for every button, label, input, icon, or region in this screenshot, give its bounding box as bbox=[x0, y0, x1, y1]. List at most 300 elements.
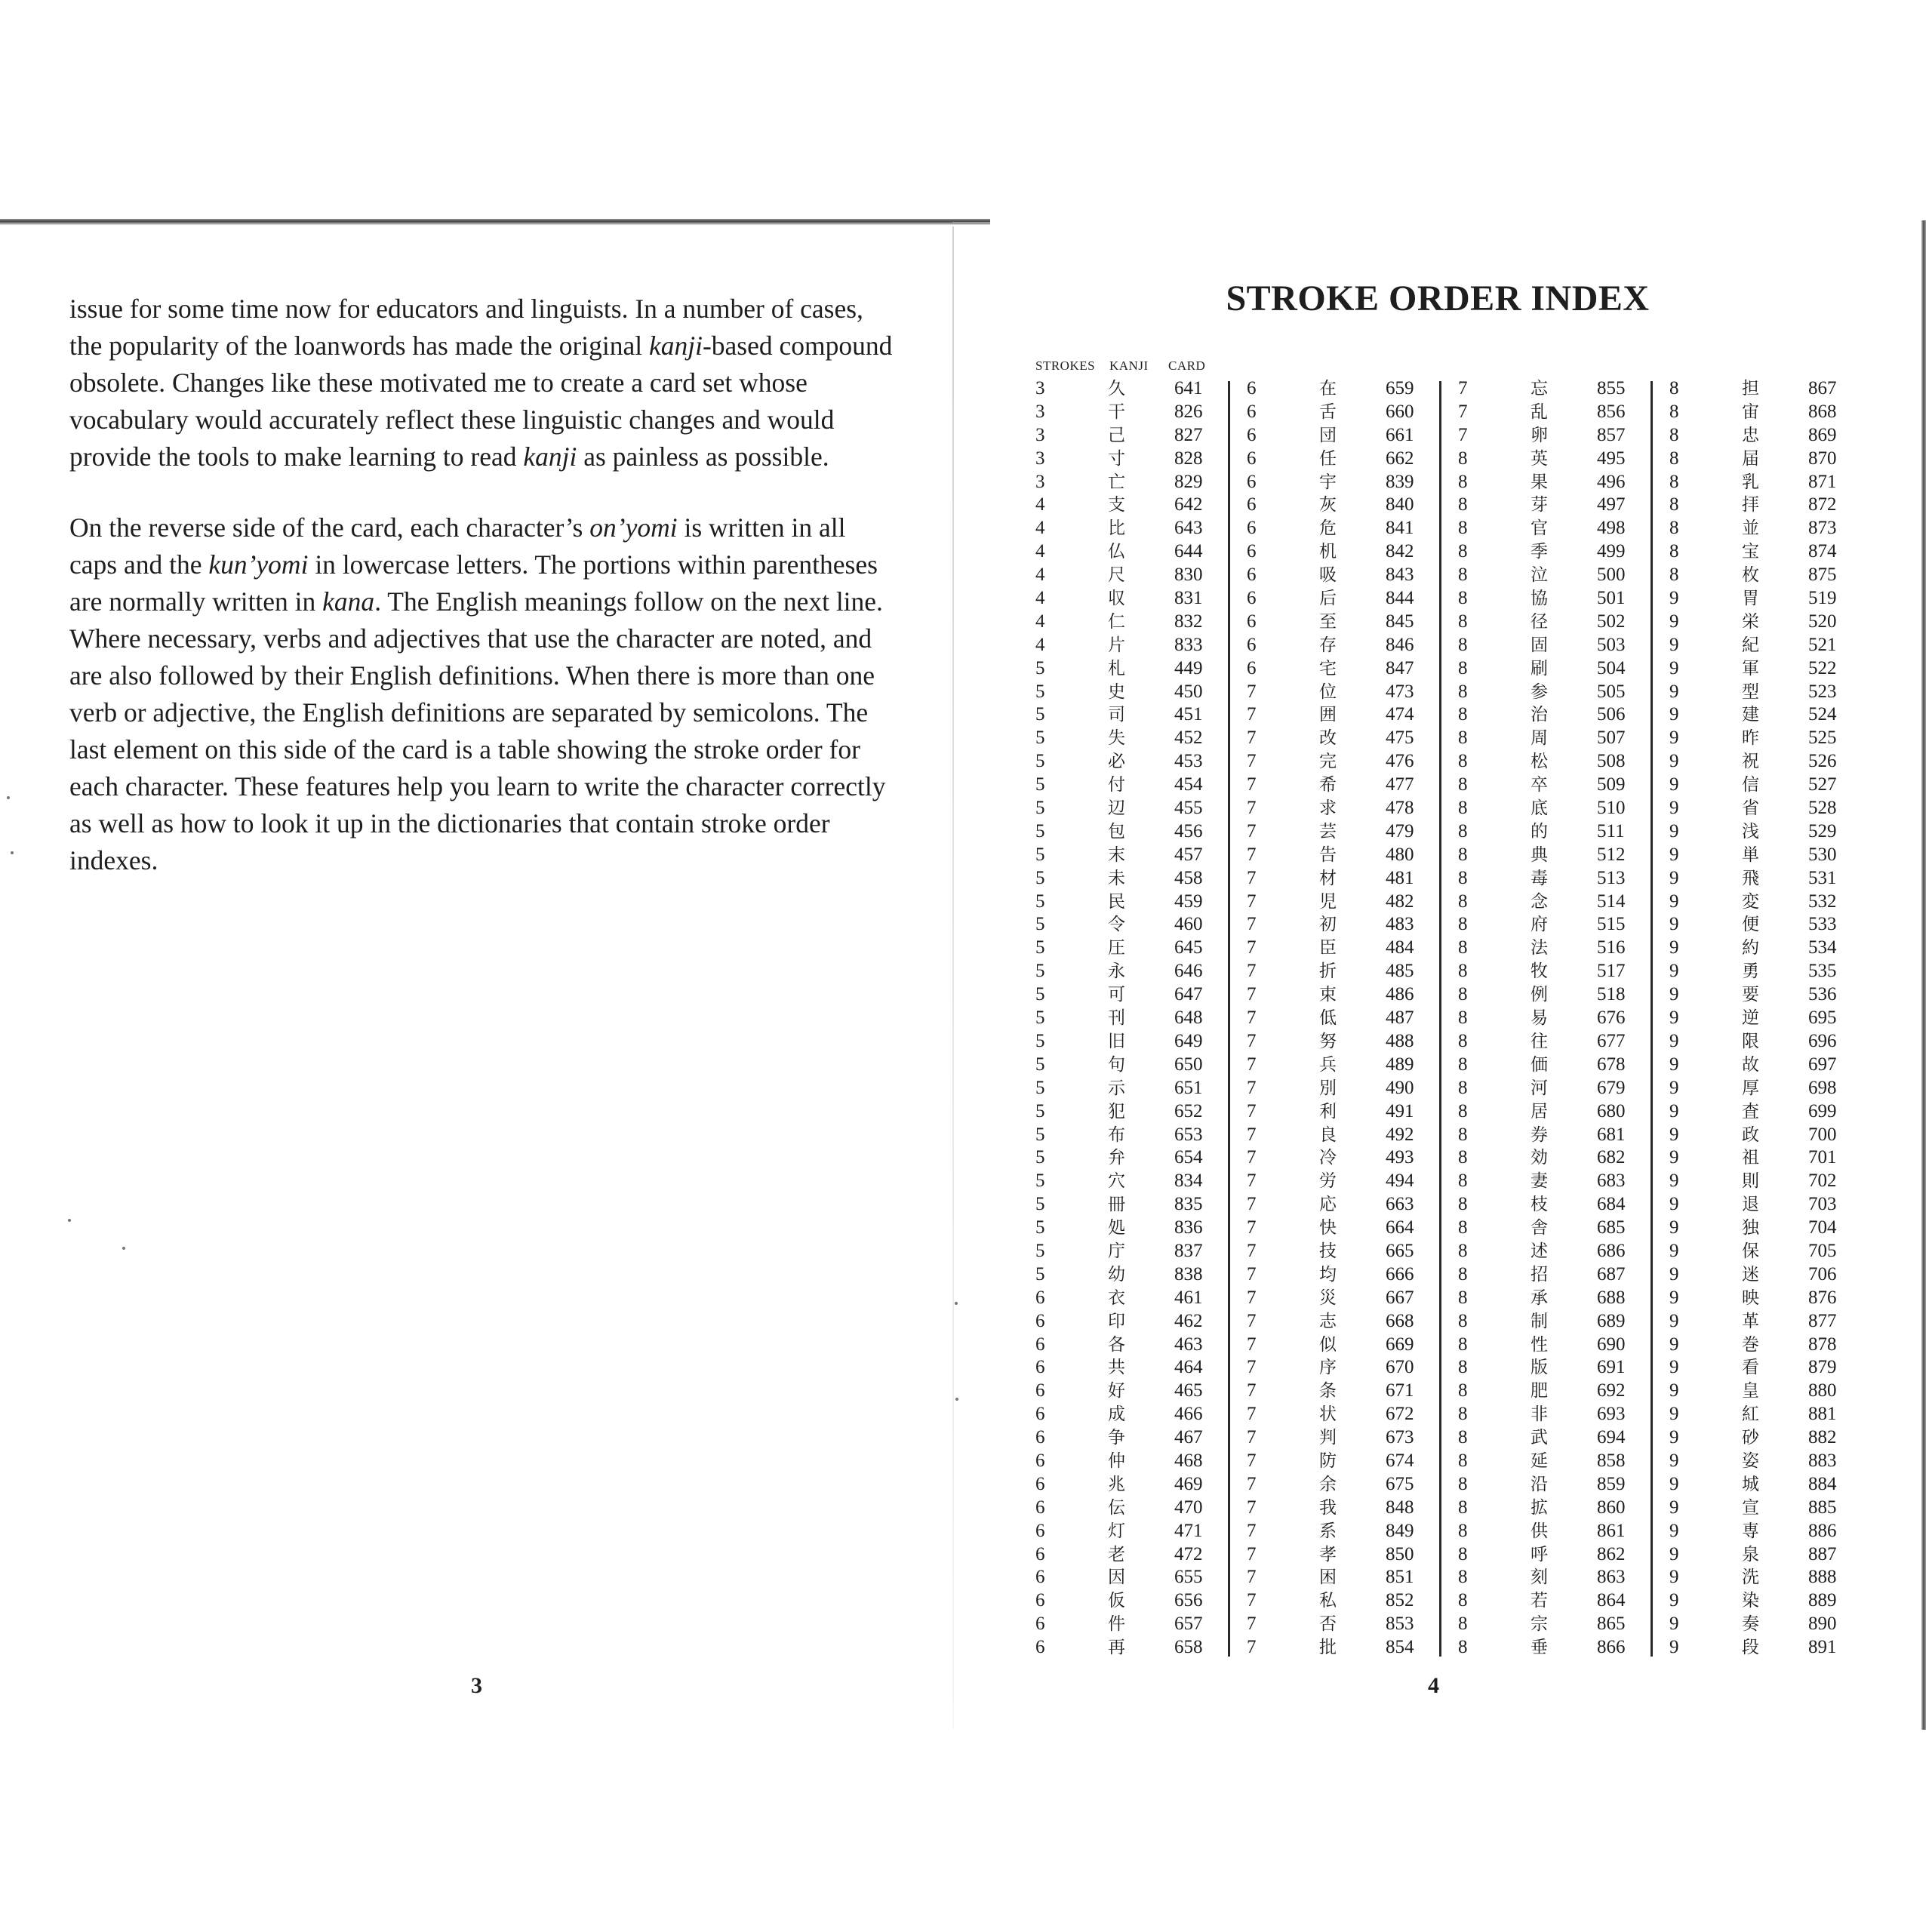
card-number: 473 bbox=[1386, 681, 1414, 702]
kanji-character: 紅 bbox=[1742, 1404, 1759, 1425]
kanji-character: 卒 bbox=[1531, 775, 1548, 795]
card-number: 849 bbox=[1386, 1520, 1414, 1541]
kanji-character: 並 bbox=[1742, 518, 1759, 539]
kanji-character: 共 bbox=[1108, 1358, 1125, 1378]
kanji-character: 臣 bbox=[1319, 938, 1337, 958]
stroke-count: 8 bbox=[1458, 798, 1468, 819]
kanji-character: 犯 bbox=[1108, 1101, 1125, 1121]
kanji-character: 存 bbox=[1319, 635, 1337, 655]
kanji-character: 届 bbox=[1742, 448, 1759, 469]
stroke-count: 9 bbox=[1669, 984, 1679, 1005]
stroke-count: 7 bbox=[1247, 1124, 1257, 1145]
card-number: 878 bbox=[1808, 1334, 1837, 1355]
stroke-count: 8 bbox=[1458, 1637, 1468, 1658]
kanji-character: 位 bbox=[1319, 681, 1337, 702]
kanji-character: 枝 bbox=[1531, 1195, 1548, 1215]
card-number: 700 bbox=[1808, 1124, 1837, 1145]
kanji-character: 布 bbox=[1108, 1124, 1125, 1145]
card-number: 699 bbox=[1808, 1100, 1837, 1121]
stroke-count: 7 bbox=[1247, 1590, 1257, 1611]
kanji-character: 卵 bbox=[1531, 425, 1548, 445]
stroke-count: 5 bbox=[1035, 1217, 1045, 1238]
stroke-count: 8 bbox=[1458, 728, 1468, 749]
stroke-count: 5 bbox=[1035, 820, 1045, 841]
kanji-character: 効 bbox=[1531, 1148, 1548, 1168]
kanji-character: 厚 bbox=[1742, 1078, 1759, 1098]
stroke-count: 5 bbox=[1035, 774, 1045, 795]
stroke-count: 3 bbox=[1035, 424, 1045, 445]
stroke-count: 8 bbox=[1669, 424, 1679, 445]
stroke-count: 8 bbox=[1458, 1263, 1468, 1284]
card-number: 863 bbox=[1597, 1567, 1626, 1588]
kanji-character: 任 bbox=[1319, 448, 1337, 469]
card-number: 463 bbox=[1174, 1334, 1203, 1355]
stroke-count: 9 bbox=[1669, 891, 1679, 912]
kanji-character: 肥 bbox=[1531, 1381, 1548, 1401]
stroke-count: 6 bbox=[1035, 1520, 1045, 1541]
stroke-count: 5 bbox=[1035, 844, 1045, 865]
kanji-character: 均 bbox=[1319, 1264, 1337, 1284]
card-number: 869 bbox=[1808, 424, 1837, 445]
stroke-count: 9 bbox=[1669, 1473, 1679, 1494]
kanji-character: 危 bbox=[1319, 518, 1337, 539]
kanji-character: 河 bbox=[1531, 1078, 1548, 1098]
card-number: 675 bbox=[1386, 1473, 1414, 1494]
stroke-count: 9 bbox=[1669, 1310, 1679, 1331]
kanji-character: 改 bbox=[1319, 728, 1337, 749]
card-number: 649 bbox=[1174, 1030, 1203, 1051]
kanji-character: 独 bbox=[1742, 1218, 1759, 1238]
stroke-count: 5 bbox=[1035, 728, 1045, 749]
card-number: 508 bbox=[1597, 751, 1626, 772]
card-number: 468 bbox=[1174, 1450, 1203, 1471]
kanji-character: 忠 bbox=[1742, 425, 1759, 445]
stroke-count: 9 bbox=[1669, 1240, 1679, 1261]
kanji-character: 希 bbox=[1319, 775, 1337, 795]
index-title: STROKE ORDER INDEX bbox=[1226, 278, 1650, 318]
stroke-count: 7 bbox=[1247, 681, 1257, 702]
kanji-character: 軍 bbox=[1742, 658, 1759, 678]
stroke-count: 6 bbox=[1035, 1590, 1045, 1611]
kanji-character: 的 bbox=[1531, 821, 1548, 841]
card-number: 657 bbox=[1174, 1614, 1203, 1635]
stroke-count: 7 bbox=[1247, 1637, 1257, 1658]
card-number: 663 bbox=[1386, 1194, 1414, 1215]
card-number: 481 bbox=[1386, 867, 1414, 888]
card-number: 528 bbox=[1808, 798, 1837, 819]
stroke-count: 9 bbox=[1669, 820, 1679, 841]
kanji-character: 砂 bbox=[1742, 1428, 1759, 1448]
card-number: 683 bbox=[1597, 1171, 1626, 1192]
card-number: 882 bbox=[1808, 1427, 1837, 1448]
stroke-count: 8 bbox=[1458, 844, 1468, 865]
stroke-count: 7 bbox=[1247, 1497, 1257, 1518]
card-number: 879 bbox=[1808, 1357, 1837, 1378]
stroke-count: 9 bbox=[1669, 1194, 1679, 1215]
kanji-character: 冊 bbox=[1108, 1195, 1125, 1215]
kanji-character: 飛 bbox=[1742, 868, 1759, 888]
card-number: 889 bbox=[1808, 1590, 1837, 1611]
stroke-count: 7 bbox=[1247, 704, 1257, 725]
stroke-count: 8 bbox=[1458, 891, 1468, 912]
kanji-character: 吸 bbox=[1319, 565, 1337, 586]
card-number: 688 bbox=[1597, 1287, 1626, 1308]
card-number: 495 bbox=[1597, 448, 1626, 469]
stroke-count: 3 bbox=[1035, 448, 1045, 469]
card-number: 535 bbox=[1808, 961, 1837, 982]
kanji-character: 庁 bbox=[1108, 1241, 1125, 1261]
card-number: 668 bbox=[1386, 1310, 1414, 1331]
kanji-character: 囲 bbox=[1319, 705, 1337, 725]
card-number: 642 bbox=[1174, 494, 1203, 515]
page-number-right: 4 bbox=[1428, 1673, 1439, 1698]
card-number: 862 bbox=[1597, 1543, 1626, 1564]
card-number: 502 bbox=[1597, 611, 1626, 632]
card-number: 701 bbox=[1808, 1147, 1837, 1168]
card-number: 527 bbox=[1808, 774, 1837, 795]
stroke-count: 6 bbox=[1035, 1637, 1045, 1658]
stroke-count: 7 bbox=[1458, 378, 1468, 398]
column-divider bbox=[1651, 381, 1653, 1657]
kanji-character: 巻 bbox=[1742, 1334, 1759, 1355]
stroke-count: 5 bbox=[1035, 751, 1045, 772]
stroke-count: 8 bbox=[1458, 1217, 1468, 1238]
stroke-count: 6 bbox=[1035, 1357, 1045, 1378]
kanji-character: 保 bbox=[1742, 1241, 1759, 1261]
card-number: 483 bbox=[1386, 914, 1414, 935]
card-number: 680 bbox=[1597, 1100, 1626, 1121]
card-number: 484 bbox=[1386, 937, 1414, 958]
top-page-edge-rule bbox=[0, 219, 990, 225]
stroke-count: 5 bbox=[1035, 798, 1045, 819]
stroke-count: 9 bbox=[1669, 1520, 1679, 1541]
stroke-count: 8 bbox=[1458, 1357, 1468, 1378]
kanji-character: 労 bbox=[1319, 1171, 1337, 1192]
card-number: 504 bbox=[1597, 657, 1626, 678]
kanji-character: 弁 bbox=[1108, 1148, 1125, 1168]
card-number: 464 bbox=[1174, 1357, 1203, 1378]
stroke-count: 7 bbox=[1247, 1054, 1257, 1075]
stroke-count: 7 bbox=[1247, 1100, 1257, 1121]
kanji-character: 久 bbox=[1108, 379, 1125, 398]
stroke-count: 9 bbox=[1669, 1357, 1679, 1378]
text-run: issue for some time now for educators and linguists. In a number of cases, the popularity of the loanwords has made the original bbox=[69, 294, 863, 361]
stroke-count: 8 bbox=[1458, 914, 1468, 935]
card-number: 524 bbox=[1808, 704, 1837, 725]
stroke-count: 6 bbox=[1247, 424, 1257, 445]
stroke-count: 4 bbox=[1035, 611, 1045, 632]
kanji-character: 革 bbox=[1742, 1311, 1759, 1331]
kanji-character: 利 bbox=[1319, 1101, 1337, 1121]
kanji-character: 良 bbox=[1319, 1124, 1337, 1145]
card-number: 456 bbox=[1174, 820, 1203, 841]
stroke-count: 5 bbox=[1035, 1147, 1045, 1168]
stroke-count: 7 bbox=[1458, 401, 1468, 422]
stroke-count: 8 bbox=[1458, 1590, 1468, 1611]
stroke-count: 5 bbox=[1035, 657, 1045, 678]
stroke-count: 6 bbox=[1035, 1310, 1045, 1331]
card-number: 659 bbox=[1386, 378, 1414, 398]
kanji-character: 条 bbox=[1319, 1381, 1337, 1401]
kanji-character: 昨 bbox=[1742, 728, 1759, 749]
stroke-count: 9 bbox=[1669, 611, 1679, 632]
card-number: 858 bbox=[1597, 1450, 1626, 1471]
kanji-character: 毒 bbox=[1531, 868, 1548, 888]
card-number: 827 bbox=[1174, 424, 1203, 445]
card-number: 884 bbox=[1808, 1473, 1837, 1494]
card-number: 460 bbox=[1174, 914, 1203, 935]
stroke-count: 5 bbox=[1035, 1008, 1045, 1029]
stroke-count: 9 bbox=[1669, 1334, 1679, 1355]
card-number: 681 bbox=[1597, 1124, 1626, 1145]
scan-speck bbox=[955, 1302, 958, 1305]
top-page-edge-rule-tail bbox=[952, 222, 990, 224]
card-number: 866 bbox=[1597, 1637, 1626, 1658]
stroke-count: 8 bbox=[1458, 820, 1468, 841]
italic-term: on’yomi bbox=[589, 512, 678, 543]
card-number: 530 bbox=[1808, 844, 1837, 865]
stroke-count: 5 bbox=[1035, 984, 1045, 1005]
kanji-character: 児 bbox=[1319, 891, 1337, 912]
stroke-count: 9 bbox=[1669, 1217, 1679, 1238]
card-number: 691 bbox=[1597, 1357, 1626, 1378]
card-number: 658 bbox=[1174, 1637, 1203, 1658]
card-number: 836 bbox=[1174, 1217, 1203, 1238]
kanji-character: 舎 bbox=[1531, 1218, 1548, 1238]
card-number: 512 bbox=[1597, 844, 1626, 865]
card-number: 475 bbox=[1386, 728, 1414, 749]
kanji-character: 省 bbox=[1742, 798, 1759, 819]
stroke-count: 7 bbox=[1247, 820, 1257, 841]
card-number: 536 bbox=[1808, 984, 1837, 1005]
stroke-count: 7 bbox=[1247, 1543, 1257, 1564]
stroke-count: 9 bbox=[1669, 728, 1679, 749]
card-number: 501 bbox=[1597, 588, 1626, 609]
kanji-character: 机 bbox=[1319, 542, 1337, 562]
kanji-character: 穴 bbox=[1108, 1171, 1125, 1192]
card-number: 829 bbox=[1174, 471, 1203, 492]
stroke-count: 7 bbox=[1247, 1380, 1257, 1401]
card-number: 510 bbox=[1597, 798, 1626, 819]
stroke-count: 8 bbox=[1458, 541, 1468, 562]
kanji-character: 収 bbox=[1108, 589, 1125, 609]
card-number: 641 bbox=[1174, 378, 1203, 398]
card-number: 684 bbox=[1597, 1194, 1626, 1215]
stroke-count: 7 bbox=[1247, 1357, 1257, 1378]
kanji-character: 述 bbox=[1531, 1241, 1548, 1261]
kanji-character: 伝 bbox=[1108, 1497, 1125, 1518]
kanji-character: 材 bbox=[1319, 868, 1337, 888]
kanji-character: 初 bbox=[1319, 915, 1337, 935]
kanji-character: 乱 bbox=[1531, 401, 1548, 422]
kanji-character: 径 bbox=[1531, 611, 1548, 632]
card-number: 506 bbox=[1597, 704, 1626, 725]
kanji-character: 技 bbox=[1319, 1241, 1337, 1261]
stroke-count: 6 bbox=[1035, 1497, 1045, 1518]
column-divider bbox=[1439, 381, 1441, 1657]
kanji-character: 垂 bbox=[1531, 1638, 1548, 1658]
stroke-count: 8 bbox=[1458, 588, 1468, 609]
card-number: 660 bbox=[1386, 401, 1414, 422]
stroke-count: 8 bbox=[1458, 1147, 1468, 1168]
card-number: 854 bbox=[1386, 1637, 1414, 1658]
kanji-character: 便 bbox=[1742, 915, 1759, 935]
kanji-character: 浅 bbox=[1742, 821, 1759, 841]
kanji-character: 衣 bbox=[1108, 1287, 1125, 1308]
kanji-character: 処 bbox=[1108, 1218, 1125, 1238]
stroke-count: 9 bbox=[1669, 867, 1679, 888]
card-number: 844 bbox=[1386, 588, 1414, 609]
card-number: 677 bbox=[1597, 1030, 1626, 1051]
card-number: 692 bbox=[1597, 1380, 1626, 1401]
stroke-count: 7 bbox=[1247, 751, 1257, 772]
stroke-count: 5 bbox=[1035, 1124, 1045, 1145]
stroke-count: 4 bbox=[1035, 634, 1045, 655]
stroke-count: 7 bbox=[1247, 1077, 1257, 1098]
kanji-character: 困 bbox=[1319, 1567, 1337, 1588]
card-number: 500 bbox=[1597, 565, 1626, 586]
card-number: 840 bbox=[1386, 494, 1414, 515]
stroke-count: 8 bbox=[1458, 961, 1468, 982]
left-page-text bbox=[69, 291, 900, 879]
kanji-character: 似 bbox=[1319, 1334, 1337, 1355]
kanji-character: 亡 bbox=[1108, 472, 1125, 492]
card-number: 888 bbox=[1808, 1567, 1837, 1588]
card-number: 846 bbox=[1386, 634, 1414, 655]
stroke-count: 7 bbox=[1247, 1473, 1257, 1494]
card-number: 494 bbox=[1386, 1171, 1414, 1192]
card-number: 883 bbox=[1808, 1450, 1837, 1471]
stroke-count: 5 bbox=[1035, 1030, 1045, 1051]
stroke-count: 8 bbox=[1669, 565, 1679, 586]
card-number: 852 bbox=[1386, 1590, 1414, 1611]
card-number: 850 bbox=[1386, 1543, 1414, 1564]
kanji-character: 法 bbox=[1531, 938, 1548, 958]
italic-term: kana bbox=[322, 586, 375, 617]
card-number: 671 bbox=[1386, 1380, 1414, 1401]
card-number: 674 bbox=[1386, 1450, 1414, 1471]
stroke-count: 9 bbox=[1669, 914, 1679, 935]
stroke-count: 8 bbox=[1458, 984, 1468, 1005]
card-number: 477 bbox=[1386, 774, 1414, 795]
card-number: 705 bbox=[1808, 1240, 1837, 1261]
stroke-count: 5 bbox=[1035, 1194, 1045, 1215]
card-number: 648 bbox=[1174, 1008, 1203, 1029]
scan-speck bbox=[68, 1219, 71, 1222]
card-number: 514 bbox=[1597, 891, 1626, 912]
stroke-count: 9 bbox=[1669, 751, 1679, 772]
stroke-count: 7 bbox=[1247, 891, 1257, 912]
card-number: 461 bbox=[1174, 1287, 1203, 1308]
card-number: 682 bbox=[1597, 1147, 1626, 1168]
kanji-character: 治 bbox=[1531, 705, 1548, 725]
card-number: 855 bbox=[1597, 378, 1626, 398]
card-number: 513 bbox=[1597, 867, 1626, 888]
scan-speck bbox=[11, 851, 14, 854]
kanji-character: 姿 bbox=[1742, 1451, 1759, 1471]
card-number: 485 bbox=[1386, 961, 1414, 982]
stroke-count: 8 bbox=[1669, 448, 1679, 469]
stroke-count: 5 bbox=[1035, 914, 1045, 935]
kanji-character: 乳 bbox=[1742, 472, 1759, 492]
stroke-count: 8 bbox=[1458, 1427, 1468, 1448]
paragraph-reverse-side bbox=[69, 509, 900, 879]
stroke-count: 8 bbox=[1458, 1030, 1468, 1051]
card-number: 454 bbox=[1174, 774, 1203, 795]
card-number: 865 bbox=[1597, 1614, 1626, 1635]
kanji-character: 民 bbox=[1108, 891, 1125, 912]
kanji-character: 示 bbox=[1108, 1078, 1125, 1098]
card-number: 841 bbox=[1386, 518, 1414, 539]
card-number: 453 bbox=[1174, 751, 1203, 772]
stroke-count: 7 bbox=[1247, 844, 1257, 865]
card-number: 643 bbox=[1174, 518, 1203, 539]
stroke-count: 4 bbox=[1035, 518, 1045, 539]
stroke-count: 8 bbox=[1458, 681, 1468, 702]
card-number: 672 bbox=[1386, 1404, 1414, 1425]
kanji-character: 単 bbox=[1742, 844, 1759, 865]
card-number: 695 bbox=[1808, 1008, 1837, 1029]
stroke-count: 7 bbox=[1247, 867, 1257, 888]
kanji-character: 付 bbox=[1108, 775, 1125, 795]
kanji-character: 若 bbox=[1531, 1591, 1548, 1611]
stroke-count: 8 bbox=[1458, 774, 1468, 795]
kanji-character: 底 bbox=[1531, 798, 1548, 819]
kanji-character: 件 bbox=[1108, 1614, 1125, 1635]
card-number: 520 bbox=[1808, 611, 1837, 632]
card-number: 696 bbox=[1808, 1030, 1837, 1051]
stroke-count: 8 bbox=[1458, 565, 1468, 586]
card-number: 861 bbox=[1597, 1520, 1626, 1541]
kanji-character: 祖 bbox=[1742, 1148, 1759, 1168]
card-number: 867 bbox=[1808, 378, 1837, 398]
kanji-character: 宙 bbox=[1742, 401, 1759, 422]
stroke-count: 5 bbox=[1035, 704, 1045, 725]
stroke-count: 9 bbox=[1669, 937, 1679, 958]
stroke-count: 7 bbox=[1247, 774, 1257, 795]
card-number: 848 bbox=[1386, 1497, 1414, 1518]
stroke-count: 7 bbox=[1247, 1310, 1257, 1331]
stroke-count: 7 bbox=[1247, 1171, 1257, 1192]
kanji-character: 序 bbox=[1319, 1358, 1337, 1378]
card-number: 881 bbox=[1808, 1404, 1837, 1425]
card-number: 853 bbox=[1386, 1614, 1414, 1635]
card-number: 851 bbox=[1386, 1567, 1414, 1588]
stroke-count: 8 bbox=[1458, 1473, 1468, 1494]
stroke-count: 6 bbox=[1247, 518, 1257, 539]
card-number: 890 bbox=[1808, 1614, 1837, 1635]
stroke-count: 6 bbox=[1035, 1404, 1045, 1425]
stroke-count: 6 bbox=[1035, 1427, 1045, 1448]
card-number: 676 bbox=[1597, 1008, 1626, 1029]
card-number: 832 bbox=[1174, 611, 1203, 632]
kanji-character: 要 bbox=[1742, 985, 1759, 1005]
card-number: 652 bbox=[1174, 1100, 1203, 1121]
card-number: 828 bbox=[1174, 448, 1203, 469]
kanji-character: 皇 bbox=[1742, 1381, 1759, 1401]
card-number: 872 bbox=[1808, 494, 1837, 515]
card-number: 458 bbox=[1174, 867, 1203, 888]
card-number: 870 bbox=[1808, 448, 1837, 469]
kanji-character: 易 bbox=[1531, 1008, 1548, 1029]
card-number: 880 bbox=[1808, 1380, 1837, 1401]
stroke-count: 8 bbox=[1458, 751, 1468, 772]
stroke-count: 8 bbox=[1669, 378, 1679, 398]
kanji-character: 志 bbox=[1319, 1311, 1337, 1331]
kanji-character: 応 bbox=[1319, 1195, 1337, 1215]
kanji-character: 在 bbox=[1319, 379, 1337, 398]
text-run: is written in all caps and the bbox=[69, 512, 846, 580]
